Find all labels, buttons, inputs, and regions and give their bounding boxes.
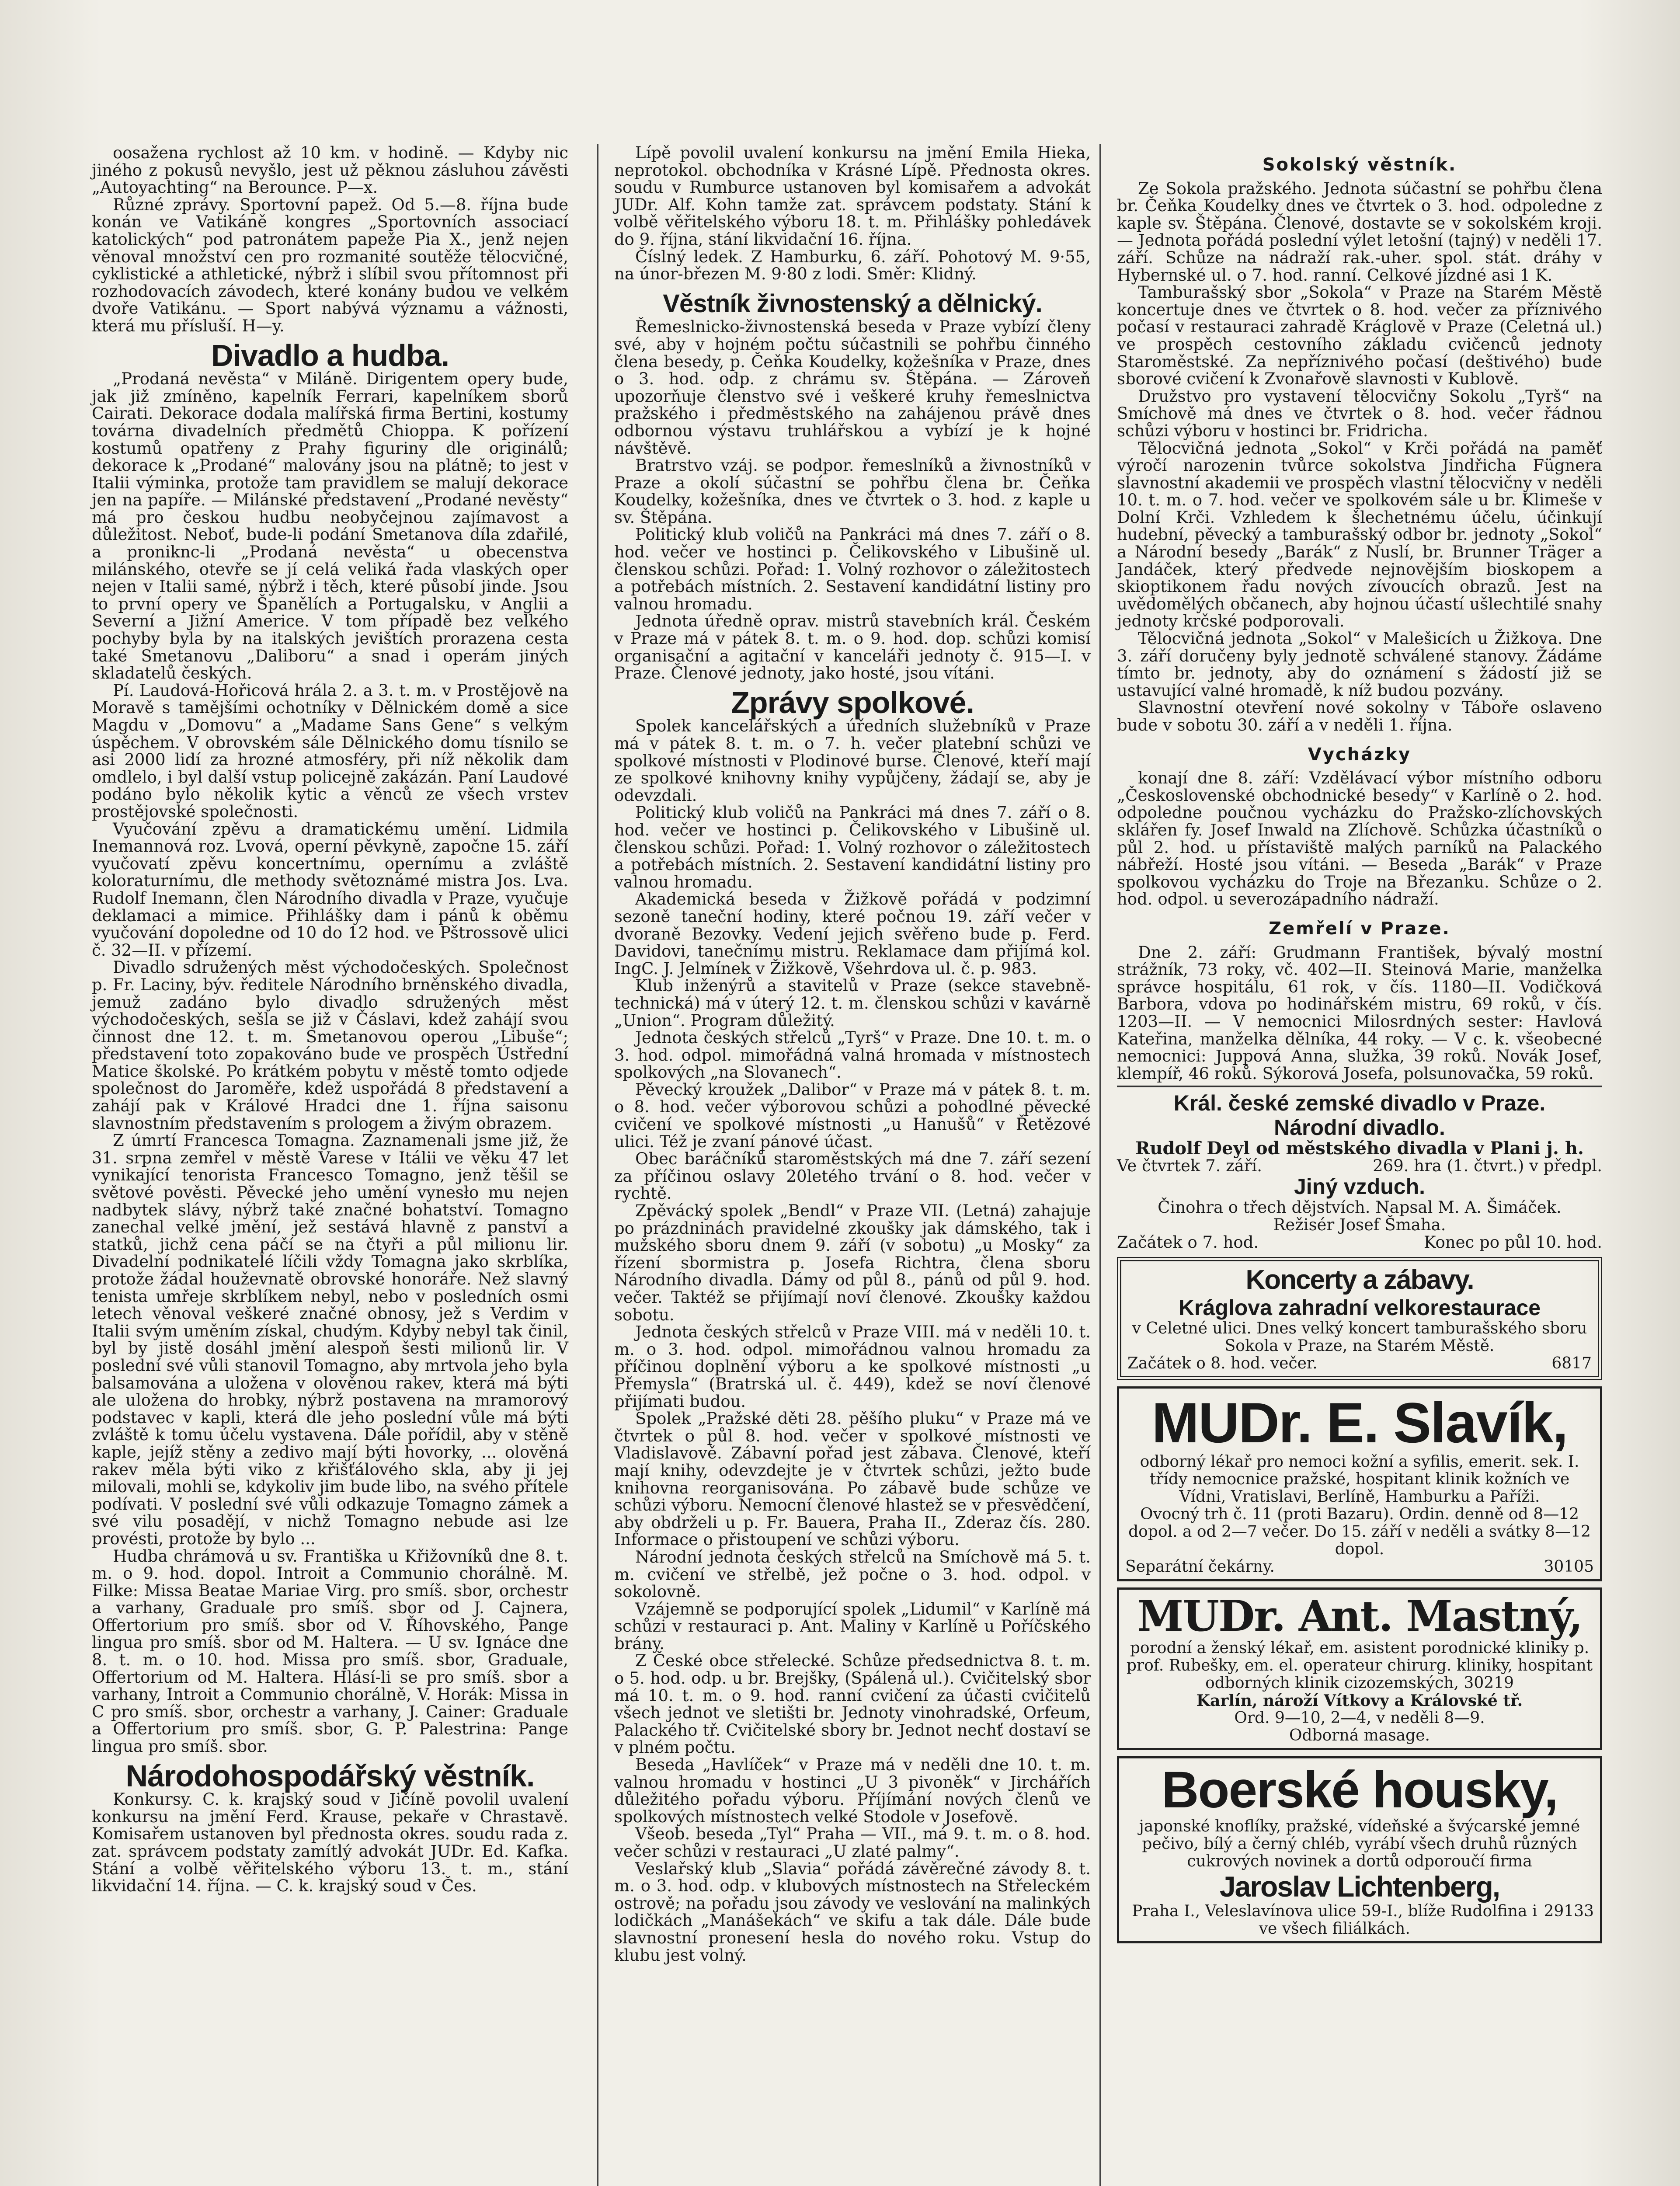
theatre-subtitle: Národní divadlo. bbox=[1274, 1115, 1445, 1140]
column-2 bbox=[614, 144, 1091, 1964]
article-text: Jednota úředně oprav. mistrů stavebních král. Českém v Praze má v pátek 8. t. m. o 9. hod. dop. schůzi komisí organisační a agitační v kanceláři jednoty č. 915—I. v Praze. Členové jednoty, jako hosté, jsou vítáni. bbox=[614, 612, 1091, 683]
ad-title: Boerské housky, bbox=[1162, 1761, 1558, 1819]
ad-address: Karlín, nároží Vítkovy a Královské tř. bbox=[1196, 1692, 1523, 1710]
theatre-time-row bbox=[1117, 1234, 1602, 1251]
ad-hours: Ord. 9—10, 2—4, v neděli 8—9. bbox=[1234, 1709, 1485, 1727]
theatre-date-row bbox=[1117, 1157, 1602, 1175]
theatre-performance: 269. hra (1. čtvrt.) v předpl. bbox=[1373, 1156, 1602, 1175]
article-text: Klub inženýrů a stavitelů v Praze (sekce stavebně-technická) má v úterý 12. t. m. členskou schůzi v kavárně „Union“. Program důležitý. bbox=[614, 976, 1091, 1030]
section-heading-narodohospodarsky: Národohospodářský věstník. bbox=[125, 1758, 535, 1793]
article-text: Družstvo pro vystavení tělocvičny Sokolu „Tyrš“ na Smíchově má dnes ve čtvrtek o 8. hod. večer řádnou schůzi výboru v hostinci br. Fridricha. bbox=[1117, 386, 1602, 440]
ad-title: Koncerty a zábavy. bbox=[1245, 1265, 1474, 1295]
ad-text: odborný lékař pro nemoci kožní a syfilis, emerit. sek. I. třídy nemocnice pražské, hospitant klinik kožních ve Vídni, Vratislavi, Berlíně, Hamburku a Paříži. bbox=[1140, 1453, 1579, 1506]
theatre-start: Začátek o 7. hod. bbox=[1117, 1232, 1259, 1252]
article-text: „Prodaná nevěsta“ v Miláně. Dirigentem opery bude, jak již zmíněno, kapelník Ferrari, kapelníkem sborů Cairati. Dekorace dodala malířská firma Bertini, kostumy továrna divadelních předmětů Chioppa. K pořízení kostumů opatřeny z Prahy figuriny dle originálů; dekorace k „Prodané“ malovány jsou na plátně; to jest v Italii výminka, protože tam pravidlem se malují dekorace jen na papíře. — Milánské představení „Prodané nevěsty“ má pro českou hudbu neobyčejnou zajímavost a důležitost. Neboť, bude-li podání Smetanova díla zdařilé, a proniknc-li „Prodaná nevěsta“ u obecenstva milánského, otevře se jí celá veliká řada vlaských oper nejen v Italii samé, nýbrž i těch, které působí jinde. Jsou to první opery ve Španělích a Portugalsku, v Anglii a Severní a Jižní Americe. V tom případě bez velkého pochyby byla by na italských jevištích prorazena cesta také Smetanovu „Daliboru“ a snad i operám jiných skladatelů českých. bbox=[92, 369, 568, 683]
article-text: Konkursy. C. k. krajský soud v Jičíně povolil uvalení konkursu na jmění Ferd. Krause, pekaře v Chrastavě. Komisařem ustanoven byl přednosta okres. soudu rada z. zat. správcem podstaty zamítlý advokát JUDr. Ed. Kafka. Stání a volbě věřitelského výboru 13. t. m., stání likvidační 14. října. — C. k. krajský soud v Čes. bbox=[92, 1790, 568, 1896]
theatre-description: Činohra o třech dějstvích. Napsal M. A. Šimáček. bbox=[1158, 1198, 1562, 1217]
article-text: Tělocvičná jednota „Sokol“ v Krči pořádá na paměť výročí narozenin tvůrce sokolstva Jindřicha Fügnera slavnostní akademii ve prospěch vlastní tělocvičny v neděli 10. t. m. o 7. hod. večer ve spolkovém sále u br. Klimeše v Dolní Krči. Vzhledem k šlechetnému účelu, účinkují hudební, pěvecký a tamburašský odbor br. jednoty „Sokol“ a Národní besedy „Barák“ z Nuslí, br. Brunner Träger a Jandáček, který předvede nejnovějším bioskopem a skioptikonem řadu nových zívoucích obrazů. Jest na uvědomělých občanech, aby hojnou účastí ušlechtilé snahy jednoty krčské podporovali. bbox=[1117, 439, 1602, 631]
ad-footer bbox=[1127, 1355, 1592, 1372]
ad-footer bbox=[1125, 1903, 1594, 1938]
article-text: Politický klub voličů na Pankráci má dnes 7. září o 8. hod. večer ve hostinci p. Čelikovského v Libušině ul. členskou schůzi. Pořad: 1. Volný rozhovor o záležitostech a potřebách místních. 2. Sestavení kandidátní listiny pro valnou hromadu. bbox=[614, 525, 1091, 613]
ad-slavik bbox=[1117, 1386, 1602, 1581]
article-text: Z úmrtí Francesca Tomagna. Zaznamenali jsme již, že 31. srpna zemřel v městě Varese v Itálii ve věku 47 let vynikající tenorista Francesco Tomagno, jenž těšil se světové pověsti. Pěvecké jeho umění vynesło mu nejen nadbytek slávy, nýbrž také značné bohatství. Tomagno zanechal velké jmění, jež sestává hlavně z panství a statků, jichž cena páčí se na čtyři a půl milionu lir. Divadelní podnikatelé líčili vždy Tomagna jako skrblíka, protože žádal houževnatě obrovské honoráře. Než slavný tenista umřeje skrblíkem nebyl, nebo v posledních osmi letech věnoval veškeré značné obnosy, jež s Verdim v Italii svým uměním získal, chudým. Kdyby nebyl tak činil, byl by jistě dosáhl jmění alespoň šesti milionů lir. V poslední své vůli stanovil Tomagno, aby mrtvola jeho byla balsamována a uložena v olověnou rakev, která má býti ale uložena do hrobky, nýbrž postavena na mramorový podstavec v kapli, která dle jeho poslední vůle má býti zvláště k tomu účelu vystavena. Dále pořídil, aby v stěně kaple, jejíž stěny a zedivo mají býti hovorky, ... olověná rakev měla býti viko z křišťálového skla, aby ji jej milovali, mohli se, kdykoliv jim bude libo, na svého přítele podívati. V poslední své vůli odkazuje Tomagno zámek a své vilu posadějí, v nichž Tomagno nebude asi lze provésti, protože by bylo ... bbox=[92, 1131, 568, 1548]
article-text: Spolek kancelářských a úředních služebníků v Praze má v pátek 8. t. m. o 7. h. večer platební schůzi ve spolkové místnosti v Plodinové burse. Členové, kteří mají ze spolkové knihovny knihy vypůjčeny, žádají se, aby je odevzdali. bbox=[614, 717, 1091, 805]
ad-number: 30105 bbox=[1544, 1558, 1594, 1576]
ad-address: Praha I., Veleslavínova ulice 59-I., blíže Rudolfina i ve všech filiálkách. bbox=[1132, 1902, 1537, 1938]
article-text: Vzájemně se podporující spolek „Lidumil“ v Karlíně má schůzi v restauraci p. Ant. Maliny v Karlíně u Poříčského brány. bbox=[614, 1599, 1091, 1653]
article-text: Akademická beseda v Žižkově pořádá v podzimní sezoně taneční hodiny, které počnou 19. září večer v dvoraně Bezovky. Vedení jejich svěřeno bude p. Ferd. Davidovi, tanečnímu mistru. Reklamace dam přijímá kol. IngC. J. Jelmínek v Žižkově, Všehrdova ul. č. p. 983. bbox=[614, 890, 1091, 978]
ad-koncerty bbox=[1117, 1257, 1602, 1380]
ad-extra: Separátní čekárny. bbox=[1125, 1558, 1275, 1576]
ad-extra: Odborná masage. bbox=[1289, 1727, 1430, 1745]
divider bbox=[1117, 1086, 1602, 1087]
theatre-guest: Rudolf Deyl od městského divadla v Plani j. h. bbox=[1135, 1138, 1584, 1159]
article-text: Veslařský klub „Slavia“ pořádá závěrečné závody 8. t. m. o 3. hod. odp. v klubových místnostech na Střeleckém ostrově; na pořadu jsou závody ve veslování na malinkých lodičkách „Manášekách“ ve skifu a tak dále. Dále bude slavnostní pronesení hesla do nového roku. Vstup do klubu jest volný. bbox=[614, 1859, 1091, 1965]
article-text: Jednota českých střelců v Praze VIII. má v neděli 10. t. m. o 3. hod. odpol. mimořádnou valnou hromadu za příčinou doplnění výboru a ke spolkové místnosti „u Přemysla“ (Bratrská ul. č. 449), kdež se noví členové přijímati budou. bbox=[614, 1323, 1091, 1411]
article-text: Jednota českých střelců „Tyrš“ v Praze. Dne 10. t. m. o 3. hod. odpol. mimořádná valná hromada v místnostech spolkových „na Slovanech“. bbox=[614, 1028, 1091, 1082]
article-text: Slavnostní otevření nové sokolny v Táboře oslaveno bude v sobotu 30. září a v neděli 1. října. bbox=[1117, 698, 1602, 734]
ad-text: porodní a ženský lékař, em. asistent porodnické kliniky p. prof. Rubešky, em. el. operateur chirurg. kliniky, hospitant odborných klinik cizozemských, 30219 bbox=[1126, 1639, 1593, 1692]
column-divider bbox=[1099, 144, 1101, 2186]
article-text: Bratrstvo vzáj. se podpor. řemeslníků a živnostníků v Praze a okolí súčastní se pohřbu člena br. Čeňka Koudelky, kožešníka, dnes ve čtvrtek o 3. hod. z kaple u sv. Štěpána. bbox=[614, 456, 1091, 527]
article-text: Ze Sokola pražského. Jednota súčastní se pohřbu člena br. Čeňka Koudelky dnes ve čtvrtek o 3. hod. odpoledne z kaple sv. Štěpána. Členové, dostavte se v sokolském kroji. — Jednota pořádá poslední výlet letošní (tajný) v neděli 17. září. Schůze na nádraží rak.-uher. spol. stát. dráhy v Hybernské ul. o 7. hod. ranní. Celkové jízdné asi 1 K. bbox=[1117, 179, 1602, 285]
theatre-title: Král. české zemské divadlo v Praze. bbox=[1173, 1091, 1546, 1116]
section-heading-zemreli: Zemřelí v Praze. bbox=[1269, 918, 1450, 939]
article-text: oosažena rychlost až 10 km. v hodině. — Kdyby nic jiného z pokusů nevyšlo, jest už pěknou zásluhou závěsti „Autoyachting“ na Berounce. P—x. bbox=[92, 143, 568, 197]
theatre-play: Jiný vzduch. bbox=[1294, 1174, 1426, 1199]
article-text: Pěvecký kroužek „Dalibor“ v Praze má v pátek 8. t. m. o 8. hod. večer výborovou schůzi a pohodlné pěvecké cvičení ve spolkové místnosti „u Hanušů“ v Řetězové ulici. Též je zvaní pánové účast. bbox=[614, 1080, 1091, 1151]
column-1 bbox=[92, 144, 568, 1895]
article-text: Lípě povolil uvalení konkursu na jmění Emila Hieka, neprotokol. obchodníka v Krásné Lípě. Přednosta okres. soudu v Rumburce ustanoven byl komisařem a advokát JUDr. Alf. Kohn tamže zat. správcem podstaty. Stání k volbě věřitelského výboru 18. t. m. Přihlášky pohledávek do 9. října, stání likvidační 16. října. bbox=[614, 143, 1091, 249]
theatre-director: Režisér Josef Šmaha. bbox=[1273, 1215, 1446, 1235]
ad-mastny bbox=[1117, 1587, 1602, 1750]
theatre-date: Ve čtvrtek 7. září. bbox=[1117, 1156, 1263, 1175]
theatre-end: Konec po půl 10. hod. bbox=[1423, 1232, 1602, 1252]
column-divider bbox=[597, 144, 598, 2186]
ad-boerske bbox=[1117, 1756, 1602, 1943]
ad-name: Jaroslav Lichtenberg, bbox=[1219, 1870, 1500, 1903]
section-heading-vestnik: Věstník živnostenský a dělnický. bbox=[663, 289, 1042, 318]
ad-start: Začátek o 8. hod. večer. bbox=[1127, 1354, 1318, 1373]
article-text: Všeob. beseda „Tyl“ Praha — VII., má 9. t. m. o 8. hod. večer schůzi v restauraci „U zlaté palmy“. bbox=[614, 1824, 1091, 1861]
article-text: Z České obce střelecké. Schůze předsednictva 8. t. m. o 5. hod. odp. u br. Brejšky, (Spálená ul.). Cvičitelský sbor má 10. t. m. o 9. hod. ranní cvičení za účasti cvičitelů všech jednot ve sletišti br. Jednoty vinohradské, Orfeum, Palackého tř. Cvičitelské sbory br. Jednot nechť dostaví se v plném počtu. bbox=[614, 1651, 1091, 1757]
article-text: Beseda „Havlíček“ v Praze má v neděli dne 10. t. m. valnou hromadu v hostinci „U 3 pivoněk“ v Jirchářích důležitého pořadu výboru. Příjímání nových členů ve spolkových místnostech velké Stodole v Josefově. bbox=[614, 1755, 1091, 1826]
ad-title: MUDr. E. Slavík, bbox=[1151, 1391, 1568, 1455]
article-text: Hudba chrámová u sv. Františka u Křižovníků dne 8. t. m. o 9. hod. dopol. Introit a Communio chorálně. M. Filke: Missa Beatae Mariae Virg. pro smíš. sbor, orchestr a varhany, Graduale pro smíš. sbor od J. Cajnera, Offertorium pro smíš. sbor od V. Říhovského, Pange lingua pro smíš. sbor od M. Haltera. — U sv. Ignáce dne 8. t. m. o 10. hod. Missa pro smíš. sbor, Graduale, Offertorium od M. Haltera. Hlásí-li se pro smíš. sbor a varhany, Introit a Communio chorálně, V. Horák: Missa in C pro smíš. sbor, orchestr a varhany, J. Cainer: Graduale a Offertorium pro smíš. sbor, G. P. Palestrina: Pange lingua pro smíš. sbor. bbox=[92, 1546, 568, 1756]
ad-name: Kráglova zahradní velkorestaurace bbox=[1178, 1295, 1541, 1320]
article-text: Tamburašský sbor „Sokola“ v Praze na Starém Městě koncertuje dnes ve čtvrtek o 8. hod. večer za příznivého počasí v restauraci zahradě Kráglově v Praze (Celetná ul.) ve prospěch cestovního základu cvičenců jednoty Staroměstské. Za nepříznivého počasí (deštivého) bude sborové cvičení k Zvonařově slavnosti v Kublově. bbox=[1117, 283, 1602, 389]
article-text: Pí. Laudová-Hořicová hrála 2. a 3. t. m. v Prostějově na Moravě s tamějšími ochotníky v Dělnickém domě a sice Magdu v „Domovu“ a „Madame Sans Gene“ s velkým úspěchem. V obrovském sále Dělnického domu tísnilo se asi 2000 lidí za hrozné atmosféry, při níž několik dam omdlelo, i byl další vstup policejně zakázán. Paní Laudové podáno bylo několik kytic a věnců ze všech vrstev prostějovské společnosti. bbox=[92, 681, 568, 821]
ad-text: japonské knoflíky, pražské, vídeňské a švýcarské jemné pečivo, bílý a černý chléb, vyrábí všech druhů různých cukrových novinek a dortů odporoučí firma bbox=[1139, 1817, 1580, 1871]
article-text: Zpěvácký spolek „Bendl“ v Praze VII. (Letná) zahajuje po prázdninách pravidelné zkoušky jak dámského, tak i mužského sboru dnem 9. září (v sobotu) „u Mosky“ za řízení sbormistra p. Josefa Richtra, člena sboru Národního divadla. Dámy od půl 8., pánů od půl 9. hod. večer. Taktéž se přijímají noví členové. Zkoušky každou sobotu. bbox=[614, 1201, 1091, 1324]
article-text: konají dne 8. září: Vzdělávací výbor místního odboru „Československé obchodnické besedy“ v Karlíně o 2. hod. odpoledne poučnou vycházku do Pražsko-zlíchovských sklářen fy. Josef Inwald na Zlíchově. Schůzka účastníků o půl 2. hod. u přístaviště malých parníků na Palackého nábřeží. Hosté jsou vítáni. — Beseda „Barák“ v Praze spolkovou vycházku do Troje na Březanku. Schůze o 2. hod. odpol. u severozápadního nádraží. bbox=[1117, 769, 1602, 909]
section-heading-divadlo: Divadlo a hudba. bbox=[211, 338, 449, 372]
article-text: Vyučování zpěvu a dramatickému umění. Lidmila Inemannová roz. Lvová, operní pěvkyně, započne 15. září vyučovatí zpěvu koncertnímu, opernímu a zvláště koloraturnímu, dle methody světoznámé mistra Jos. Lva. Rudolf Inemann, člen Národního divadla v Praze, vyučuje deklamaci a mimice. Přihlášky dam i pánů k oběmu vyučování dopoledne od 10 do 12 hod. ve Pštrossově ulici č. 32—II. v přízemí. bbox=[92, 819, 568, 960]
article-text: Různé zprávy. Sportovní papež. Od 5.—8. října bude konán ve Vatikáně kongres „Sportovních associací katolických“ pod patronátem papeže Pia X., jenž nejen věnoval množství cen pro rozmanité soutěže tělocvičné, cyklistické a athletické, nýbrž i slíbil svou přítomnost při rozhodovacích závodech, které konány budou ve velkém dvoře Vatikánu. — Sport nabývá významu a vážnosti, která mu přísluší. H—y. bbox=[92, 195, 568, 335]
ad-address: Ovocný trh č. 11 (proti Bazaru). Ordin. denně od 8—12 dopol. a od 2—7 večer. Do 15. září v neděli a svátky 8—12 dopol. bbox=[1128, 1505, 1591, 1559]
ad-text: v Celetné ulici. Dnes velký koncert tamburašského sboru Sokola v Praze, na Starém Městě. bbox=[1132, 1319, 1587, 1355]
article-text: Číslný ledek. Z Hamburku, 6. září. Pohotový M. 9·55, na únor-březen M. 9·80 z lodi. Směr: Klidný. bbox=[614, 247, 1091, 284]
article-text: Tělocvičná jednota „Sokol“ v Malešicích u Žižkova. Dne 3. září doručeny byly jednotě schválené stanovy. Žádáme tímto br. jednoty, aby do oznámení s žádostí již se ustavující valné hromadě, k níž budou pozvány. bbox=[1117, 629, 1602, 700]
section-heading-sokol: Sokolský věstník. bbox=[1262, 155, 1457, 175]
ad-title: MUDr. Ant. Mastný, bbox=[1137, 1591, 1582, 1641]
section-heading-vychazky: Vycházky bbox=[1308, 744, 1412, 765]
article-text: Divadlo sdružených měst východočeských. Společnost p. Fr. Laciny, býv. ředitele Národního brněnského divadla, jemuž zadáno bylo divadlo sdružených měst východočeských, sešla se již v Čáslavi, kdež zahájí svou činnost dne 12. t. m. Smetanovou operou „Libuše“; představení toto zopakováno bude ve prospěch Ústřední Matice školské. Po krátkém pobytu v městě tomto odjede společnost do Jaroměře, kdež uspořádá 8 představení a zahájí pak v Králové Hradci dne 1. října saisonu slavnostním představením s prologem a živým obrazem. bbox=[92, 958, 568, 1133]
article-text: Dne 2. září: Grudmann František, bývalý mostní strážník, 73 roky, vč. 402—II. Steinová Marie, manželka správce hospitálu, 61 rok, v čís. 1180—II. Vodičková Barbora, vdova po hodinářském mistru, 69 roků, v čís. 1203—II. — V nemocnici Milosrdných sester: Havlová Kateřina, manželka dělníka, 44 roky. — V c. k. všeobecné nemocnici: Juppová Anna, služka, 39 roků. Novák Josef, klempíř, 46 roků. Sýkorová Josefa, polsunovačka, 59 roků. bbox=[1117, 943, 1602, 1083]
article-text: Politický klub voličů na Pankráci má dnes 7. září o 8. hod. večer ve hostinci p. Čelikovského v Libušině ul. členskou schůzi. Pořad: 1. Volný rozhovor o záležitostech a potřebách místních. 2. Sestavení kandidátní listiny pro valnou hromadu. bbox=[614, 803, 1091, 891]
article-text: Národní jednota českých střelců na Smíchově má 5. t. m. cvičení ve střelbě, jež počne o 3. hod. odpol. v sokolovně. bbox=[614, 1547, 1091, 1601]
section-heading-spolky: Zprávy spolkové. bbox=[731, 685, 974, 720]
ad-footer bbox=[1125, 1558, 1594, 1576]
article-text: Řemeslnicko-živnostenská beseda v Praze vybízí členy své, aby v hojném počtu súčastnili se pohřbu činného člena besedy, p. Čeňka Koudelky, kožešníka v Praze, dnes o 3. hod. odp. z chrámu sv. Štěpána. — Zároveň upozorňuje členstvo své i veškeré kruhy řemeslnictva pražského i předměstského na zahájenou právě dnes odbornou výstavu truhlářskou a vybízí je k hojné návštěvě. bbox=[614, 317, 1091, 458]
ad-number: 6817 bbox=[1551, 1354, 1592, 1373]
column-3 bbox=[1117, 144, 1602, 1949]
article-text: Spolek „Pražské děti 28. pěšího pluku“ v Praze má ve čtvrtek o půl 8. hod. večer v spolkové místnosti ve Vladislavově. Zábavní pořad jest zábava. Členové, kteří mají knihy, odevzdejte je v čtvrtek schůzi, ježto bude knihovna reorganisována. Po zábavě bude schůze ve schůzi výboru. Nemocní členové hlastež se v přesvědčení, aby obdrželi u p. Fr. Bauera, Praha II., Zderaz čís. 280. Informace o přistoupení ve schůzi výboru. bbox=[614, 1409, 1091, 1549]
ad-number: 29133 bbox=[1544, 1902, 1594, 1921]
article-text: Obec baráčníků staroměstských má dne 7. září sezení za příčinou oslavy 20letého trvání o 8. hod. večer v rychtě. bbox=[614, 1149, 1091, 1203]
